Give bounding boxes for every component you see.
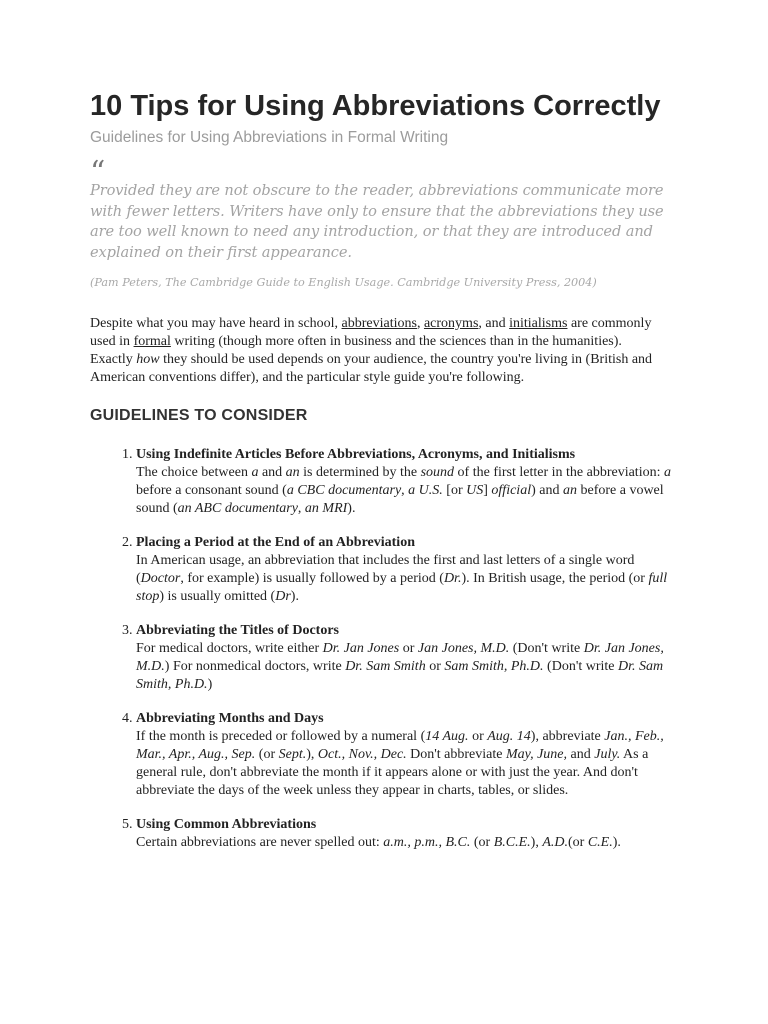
section-heading: GUIDELINES TO CONSIDER: [90, 407, 308, 424]
tip-text: ) For nonmedical doctors, write: [164, 659, 346, 674]
tip-text: or: [399, 641, 418, 656]
intro-text: Exactly: [90, 352, 137, 367]
link-acronyms[interactable]: acronyms: [423, 316, 479, 331]
tip-heading: 4. Abbreviating Months and Days: [136, 711, 324, 726]
tip-example: Dr. Sam Smith: [345, 659, 426, 674]
tip-item: [136, 446, 672, 518]
tips-list: [90, 446, 672, 852]
tip-text: ),: [530, 835, 543, 850]
intro-text: are commonly used in: [90, 316, 652, 349]
tip-example: July.: [594, 747, 621, 762]
intro-text: they should be used depends on your audience, the country you're living in (British and American conventions differ), and the particular style guide you're following.: [90, 352, 653, 385]
tip-example: Jan., Feb., Mar., Apr., Aug., Sep.: [136, 729, 664, 762]
tip-text: ).: [290, 589, 299, 604]
tip-text: (or: [568, 835, 588, 850]
tip-item: [136, 622, 672, 694]
tip-text: ).: [612, 835, 621, 850]
tip-text: ).: [347, 501, 356, 516]
tip-example: official: [491, 483, 532, 498]
tip-item: [136, 534, 672, 606]
tip-example: an: [285, 465, 300, 480]
intro-emphasis: how: [136, 352, 160, 367]
tip-example: US: [466, 483, 484, 498]
tip-example: a: [251, 465, 259, 480]
link-abbreviations[interactable]: abbreviations: [341, 316, 417, 331]
tip-text: ) is usually omitted (: [159, 589, 276, 604]
tip-item: [136, 816, 672, 852]
tip-text: (or: [470, 835, 494, 850]
page-subtitle: Guidelines for Using Abbreviations in Formal Writing: [90, 129, 449, 146]
tip-example: B.C.E.: [493, 835, 531, 850]
tip-heading: 5. Using Common Abbreviations: [136, 817, 317, 832]
tip-body: [136, 835, 621, 850]
tip-text: [or: [442, 483, 467, 498]
tip-example: Dr. Sam Smith, Ph.D.: [136, 659, 664, 692]
tip-text: ). In British usage, the period (or: [461, 571, 649, 586]
tip-text: is determined by the: [299, 465, 421, 480]
tip-heading: 1. Using Indefinite Articles Before Abbreviations, Acronyms, and Initialisms: [136, 447, 576, 462]
article-column: [90, 88, 672, 868]
intro-text: Despite what you may have heard in school,: [90, 316, 342, 331]
tip-text: Certain abbreviations are never spelled out:: [136, 835, 384, 850]
tip-body: [136, 641, 664, 692]
tip-text: As a general rule, don't abbreviate the month if it appears alone or with just the year. And don't abbreviate the days of the week unless they appear in charts, tables, or slides.: [136, 747, 649, 798]
tip-example: an: [562, 483, 577, 498]
tip-body: [136, 465, 671, 516]
tip-example: an MRI: [304, 501, 348, 516]
tip-text: or: [468, 729, 488, 744]
tip-example: Dr.: [443, 571, 462, 586]
tip-example: a: [663, 465, 671, 480]
tip-example: sound: [420, 465, 455, 480]
tip-text: If the month is preceded or followed by a numeral (: [136, 729, 426, 744]
tip-text: The choice between: [136, 465, 252, 480]
tip-example: a CBC documentary: [286, 483, 402, 498]
tip-heading: 3. Abbreviating the Titles of Doctors: [136, 623, 339, 638]
link-formal[interactable]: formal: [133, 334, 171, 349]
quote-text: Provided they are not obscure to the reader, abbreviations communicate more with fewer letters. Writers have only to ensure that the abbreviations they use are too well known to need any introduction, or that they are introduced and explained on their first appearance.: [90, 182, 664, 261]
pull-quote: [90, 155, 672, 289]
tip-example: C.E.: [587, 835, 613, 850]
tip-example: Doctor: [140, 571, 181, 586]
tip-text: ,: [401, 483, 409, 498]
tip-text: or: [425, 659, 445, 674]
tip-text: (Don't write: [509, 641, 584, 656]
page-title: 10 Tips for Using Abbreviations Correctly: [90, 90, 661, 122]
tip-example: Dr. Jan Jones, M.D.: [136, 641, 664, 674]
tip-text: For medical doctors, write either: [136, 641, 323, 656]
tip-example: full stop: [136, 571, 668, 604]
tip-text: of the first letter in the abbreviation:: [454, 465, 664, 480]
tip-text: ): [207, 677, 213, 692]
tip-example: a U.S.: [408, 483, 443, 498]
tip-example: a.m., p.m., B.C.: [383, 835, 471, 850]
tip-example: Aug. 14: [487, 729, 531, 744]
tip-item: [136, 710, 672, 800]
tip-heading: 2. Placing a Period at the End of an Abbreviation: [136, 535, 415, 550]
tip-example: 14 Aug.: [425, 729, 469, 744]
tip-text: ,: [297, 501, 305, 516]
tip-text: ), abbreviate: [530, 729, 605, 744]
tip-example: Dr. Jan Jones: [322, 641, 400, 656]
tip-text: Don't abbreviate: [406, 747, 506, 762]
tip-text: ]: [483, 483, 492, 498]
tip-text: (Don't write: [543, 659, 618, 674]
tip-text: and: [567, 747, 595, 762]
tip-text: , for example) is usually followed by a period (: [180, 571, 444, 586]
tip-example: Dr: [275, 589, 291, 604]
intro-text: ,: [416, 316, 424, 331]
tip-text: before a vowel sound (: [136, 483, 664, 516]
intro-paragraph-2: [90, 351, 672, 387]
tip-text: (or: [255, 747, 279, 762]
intro-text: writing (though more often in business and the sciences than in the humanities).: [170, 334, 622, 349]
tip-example: May, June,: [505, 747, 568, 762]
tip-example: Jan Jones, M.D.: [417, 641, 510, 656]
tip-text: ),: [306, 747, 318, 762]
tip-text: In American usage, an abbreviation that includes the first and last letters of a single word (: [136, 553, 635, 586]
tip-text: ) and: [531, 483, 563, 498]
link-initialisms[interactable]: initialisms: [509, 316, 568, 331]
intro-text: , and: [478, 316, 510, 331]
tip-text: and: [258, 465, 286, 480]
tip-example: an ABC documentary: [177, 501, 298, 516]
intro-paragraph: [90, 315, 672, 351]
tip-example: Sept.: [278, 747, 307, 762]
tip-text: before a consonant sound (: [136, 483, 287, 498]
tip-example: Oct., Nov., Dec.: [317, 747, 407, 762]
tip-example: A.D.: [542, 835, 568, 850]
quote-mark-icon: “: [90, 155, 106, 190]
quote-source: (Pam Peters, The Cambridge Guide to English Usage. Cambridge University Press, 2004): [90, 276, 597, 289]
tip-body: [136, 553, 667, 604]
tip-body: [136, 729, 664, 798]
tip-example: Sam Smith, Ph.D.: [444, 659, 544, 674]
